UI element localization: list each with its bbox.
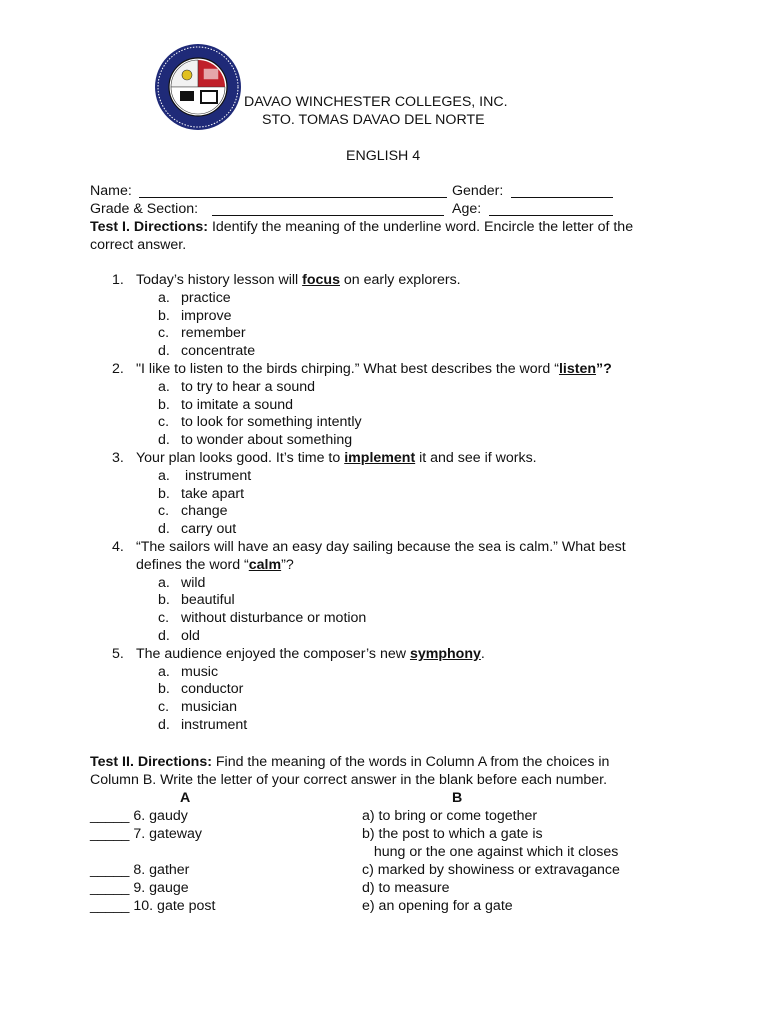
choice[interactable]: a. wild [158,574,206,591]
column-b-item: hung or the one against which it closes [362,844,619,860]
grade-section-label: Grade & Section: [90,201,199,217]
choice[interactable]: c. without disturbance or motion [158,610,367,627]
choice-list [136,290,690,361]
test2-directions-text-2: Column B. Write the letter of your correct answer in the blank before each number. [90,771,608,788]
school-location: STO. TOMAS DAVAO DEL NORTE [262,112,485,128]
column-b-item: e) an opening for a gate [362,898,513,914]
column-b-item: b) the post to which a gate is [362,826,543,842]
choice[interactable]: b. improve [158,307,232,324]
question-number: 3. [112,449,124,466]
question-2: 2. "I like to listen to the birds chirping.” What best describes the word “listen”? a. to try to hear a sound b. to imitate a sound c. to look for something intently d. to wonder about something [90,361,690,450]
test1-question-list [90,272,690,735]
choice-list [136,575,690,646]
question-1: 1. Today’s history lesson will focus on early explorers. a. practice b. improve c. remember d. concentrate [90,272,690,361]
underlined-word: implement [344,449,416,466]
choice[interactable]: a. to try to hear a sound [158,378,316,395]
choice[interactable]: a. practice [158,289,231,306]
question-5: 5. The audience enjoyed the composer’s new symphony. a. music b. conductor c. musician d. instrument [90,646,690,735]
column-b-item: c) marked by showiness or extravagance [362,862,620,878]
choice[interactable]: b. conductor [158,681,244,698]
choice-list [136,468,690,539]
test1-title: Test I. Directions: [90,219,208,235]
choice[interactable]: c. remember [158,325,246,342]
test1-directions-text-2: correct answer. [90,236,187,253]
question-3: 3. Your plan looks good. It’s time to implement it and see if works. a. instrument b. take apart c. change d. carry out [90,450,690,539]
question-4: 4. “The sailors will have an easy day sailing because the sea is calm.” What best defines the word “calm”? a. wild b. beautiful c. without disturbance or motion d. old [90,539,690,646]
grade-section-blank[interactable] [212,215,444,216]
question-number: 1. [112,272,124,288]
subject-title: ENGLISH 4 [346,148,421,164]
choice[interactable]: d. concentrate [158,343,256,360]
choice[interactable]: c. musician [158,699,237,716]
name-blank[interactable] [139,197,447,198]
test2-directions-text: Find the meaning of the words in Column A from the choices in [211,754,610,770]
choice[interactable]: d. to wonder about something [158,432,353,449]
question-number: 2. [112,360,124,377]
column-a-item[interactable]: _____ 9. gauge [90,880,189,896]
school-name: DAVAO WINCHESTER COLLEGES, INC. [244,94,508,110]
name-label: Name: [90,183,132,199]
underlined-word: calm [248,556,282,573]
test1-directions [90,219,690,255]
choice[interactable]: d. instrument [158,716,248,733]
choice[interactable]: c. to look for something intently [158,414,362,431]
underlined-word: focus [302,272,340,288]
column-b-item: a) to bring or come together [362,808,538,824]
underlined-word: listen [558,360,597,377]
gender-blank[interactable] [511,197,613,198]
school-seal-logo [154,43,242,131]
question-number: 5. [112,645,124,662]
choice[interactable]: b. take apart [158,485,245,502]
choice-list [136,379,690,450]
choice[interactable]: d. old [158,627,200,644]
test2-title: Test II. Directions: [90,754,212,770]
age-label: Age: [452,201,482,217]
age-blank[interactable] [489,215,613,216]
choice[interactable]: a. instrument [158,467,252,484]
question-number: 4. [112,538,124,555]
gender-label: Gender: [452,183,504,199]
choice[interactable]: c. change [158,503,228,520]
test1-directions-text: Identify the meaning of the underline word. Encircle the letter of the [208,219,634,235]
underlined-word: symphony [409,645,481,662]
column-a-header: A [180,790,191,806]
choice[interactable]: b. beautiful [158,592,235,609]
choice[interactable]: a. music [158,663,219,680]
column-a-item[interactable]: _____ 10. gate post [90,898,216,914]
choice[interactable]: b. to imitate a sound [158,396,293,413]
column-a-item[interactable]: _____ 6. gaudy [90,808,188,824]
choice-list [136,664,690,735]
choice[interactable]: d. carry out [158,521,237,538]
column-a-item[interactable]: _____ 7. gateway [90,826,203,842]
column-a-item[interactable]: _____ 8. gather [90,862,190,878]
column-b-header: B [452,790,463,806]
column-b-item: d) to measure [362,880,450,896]
test2-directions [90,754,690,790]
